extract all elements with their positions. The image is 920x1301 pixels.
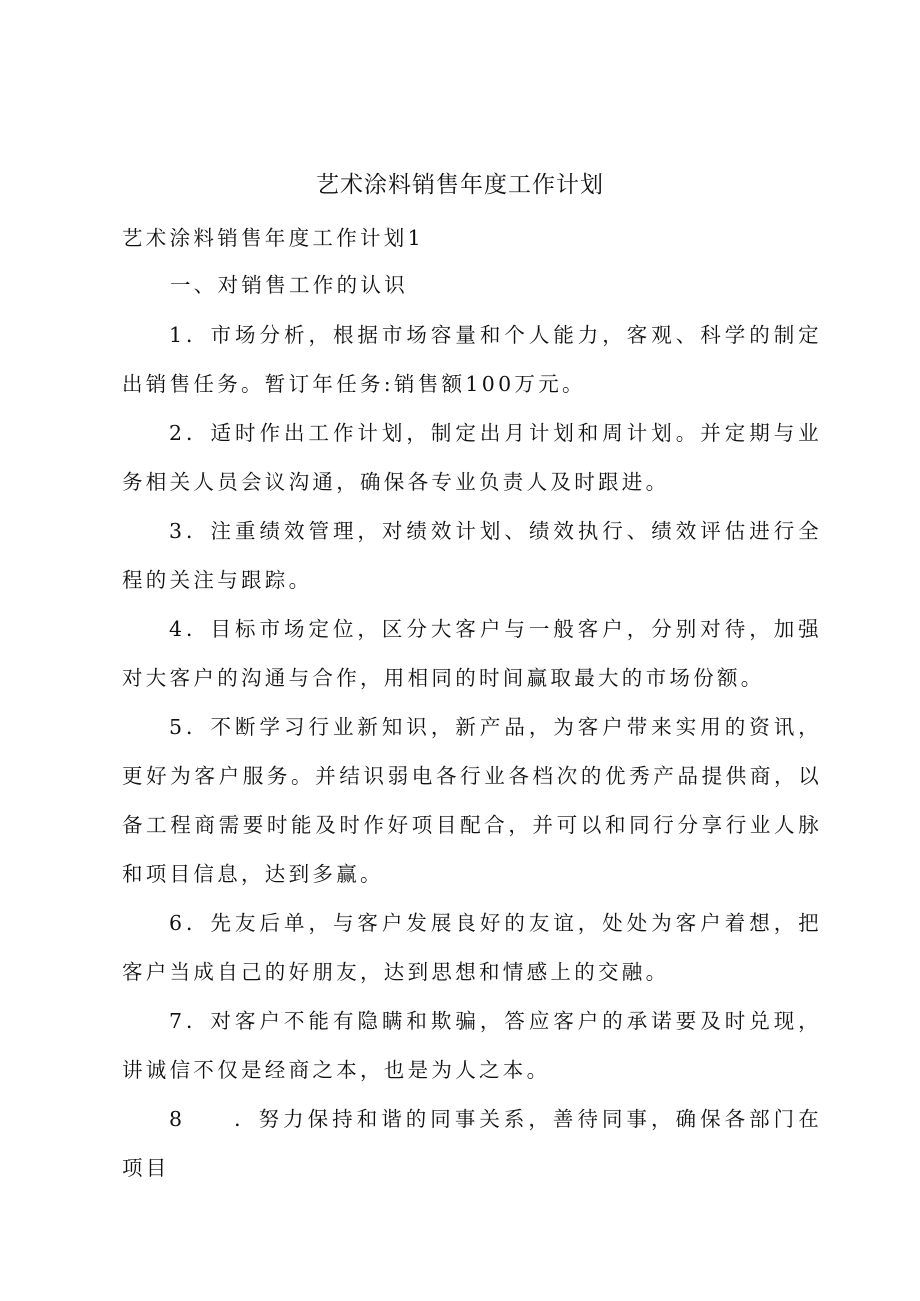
list-item: 6．先友后单，与客户发展良好的友谊，处处为客户着想，把客户当成自己的好朋友，达到思想和情感上的交融。 — [122, 911, 822, 984]
list-item: 5．不断学习行业新知识，新产品，为客户带来实用的资讯，更好为客户服务。并结识弱电各行业各档次的优秀产品提供商，以备工程商需要时能及时作好项目配合，并可以和同行分享行业人脉和项目信息，达到多赢。 — [122, 715, 822, 886]
list-item: 1．市场分析，根据市场容量和个人能力，客观、科学的制定出销售任务。暂订年任务:销售额100万元。 — [122, 323, 822, 396]
list-item: 4．目标市场定位，区分大客户与一般客户，分别对待，加强对大客户的沟通与合作，用相同的时间赢取最大的市场份额。 — [122, 617, 822, 690]
list-item: 7．对客户不能有隐瞒和欺骗，答应客户的承诺要及时兑现，讲诚信不仅是经商之本，也是为人之本。 — [122, 1009, 822, 1082]
list-item — [122, 1095, 822, 1193]
document-subtitle: 艺术涂料销售年度工作计划1 — [122, 226, 424, 250]
list-item: 2．适时作出工作计划，制定出月计划和周计划。并定期与业务相关人员会议沟通，确保各专业负责人及时跟进。 — [122, 421, 822, 494]
item-number: 8 — [169, 1107, 186, 1131]
list-item: 3．注重绩效管理，对绩效计划、绩效执行、绩效评估进行全程的关注与跟踪。 — [122, 519, 822, 592]
section-heading: 一、对销售工作的认识 — [170, 273, 408, 297]
item-text: ．努力保持和谐的同事关系，善待同事，确保各部门在项目 — [122, 1107, 822, 1180]
document-title: 艺术涂料销售年度工作计划 — [316, 172, 604, 198]
